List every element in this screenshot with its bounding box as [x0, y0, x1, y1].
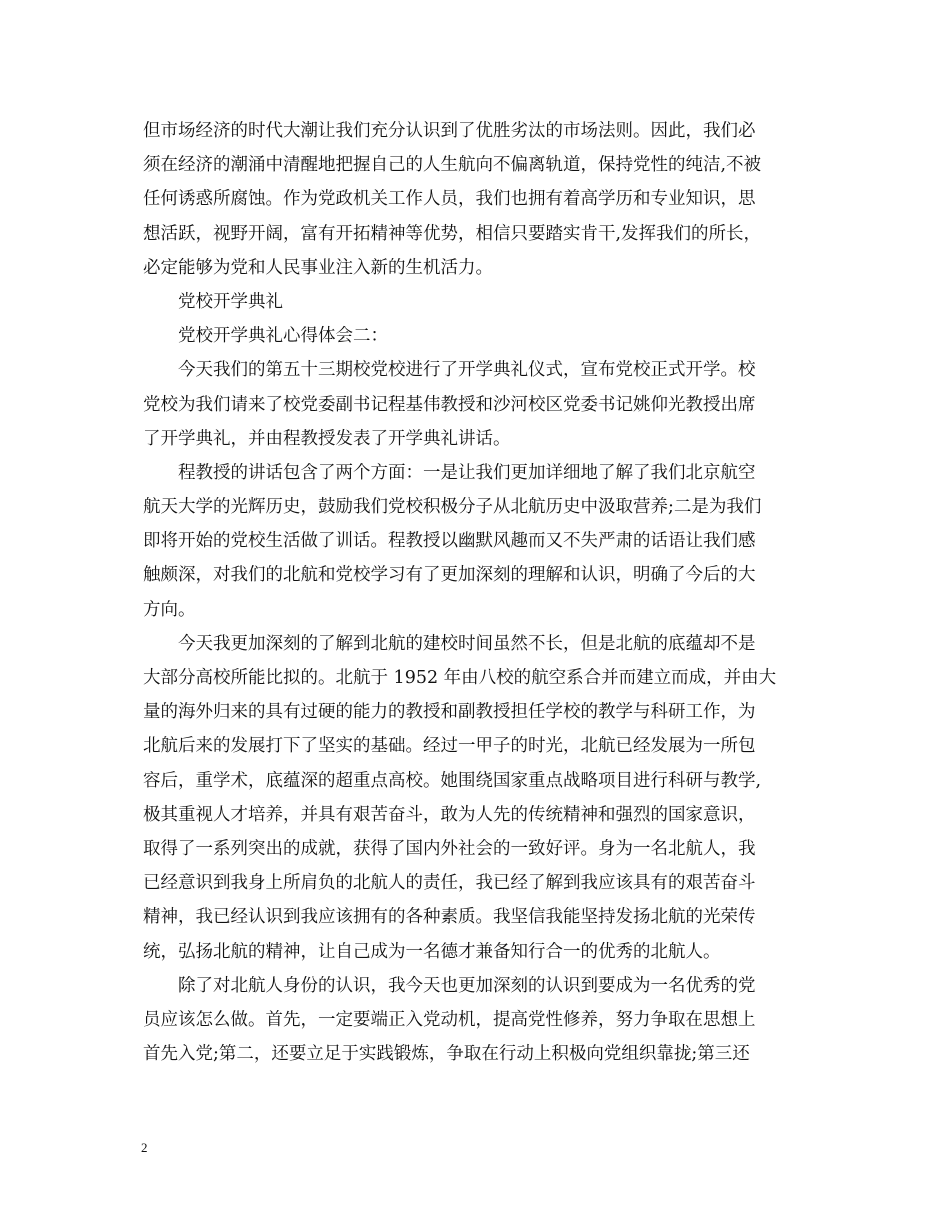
section-heading: 党校开学典礼 — [178, 291, 283, 312]
text-line: 必定能够为党和人民事业注入新的生机活力。 — [143, 257, 493, 278]
text-line: 航天大学的光辉历史，鼓励我们党校积极分子从北航历史中汲取营养;二是为我们 — [143, 497, 762, 518]
text-line: 想活跃，视野开阔，富有开拓精神等优势，相信只要踏实肯干,发挥我们的所长， — [143, 223, 762, 244]
text-line: 即将开始的党校生活做了训话。程教授以幽默风趣而又不失严肃的话语让我们感 — [143, 531, 756, 552]
text-line: 员应该怎么做。首先，一定要端正入党动机，提高党性修养，努力争取在思想上 — [143, 1009, 756, 1030]
subsection-heading: 党校开学典礼心得体会二： — [178, 326, 388, 347]
paragraph-first-line: 除了对北航人身份的认识，我今天也更加深刻的认识到要成为一名优秀的党 — [178, 975, 756, 996]
text-line: 首先入党;第二，还要立足于实践锻炼，争取在行动上积极向党组织靠拢;第三还 — [143, 1044, 750, 1065]
text-line: 已经意识到我身上所肩负的北航人的责任，我已经了解到我应该具有的艰苦奋斗 — [143, 873, 756, 894]
text-line: 触颇深，对我们的北航和党校学习有了更加深刻的理解和认识，明确了今后的大 — [143, 565, 756, 586]
page-number: 2 — [141, 1140, 148, 1155]
document-body — [143, 114, 813, 1071]
paragraph-first-line: 今天我更加深刻的了解到北航的建校时间虽然不长，但是北航的底蕴却不是 — [178, 633, 756, 654]
text-line: 极其重视人才培养，并具有艰苦奋斗，敢为人先的传统精神和强烈的国家意识， — [143, 804, 756, 825]
paragraph-first-line: 程教授的讲话包含了两个方面：一是让我们更加详细地了解了我们北京航空 — [178, 462, 756, 483]
text-line: 取得了一系列突出的成就，获得了国内外社会的一致好评。身为一名北航人，我 — [143, 838, 756, 859]
paragraph-first-line: 今天我们的第五十三期校党校进行了开学典礼仪式，宣布党校正式开学。校 — [178, 360, 756, 381]
text-line: 精神，我已经认识到我应该拥有的各种素质。我坚信我能坚持发扬北航的光荣传 — [143, 907, 756, 928]
text-line: 但市场经济的时代大潮让我们充分认识到了优胜劣汰的市场法则。因此，我们必 — [143, 121, 756, 141]
text-line: 容后，重学术，底蕴深的超重点高校。她围绕国家重点战略项目进行科研与教学, — [143, 770, 762, 791]
text-line: 须在经济的潮涌中清醒地把握自己的人生航向不偏离轨道，保持党性的纯洁,不被 — [143, 155, 762, 176]
text-line: 北航后来的发展打下了坚实的基础。经过一甲子的时光，北航已经发展为一所包 — [143, 736, 756, 757]
text-line: 统，弘扬北航的精神，让自己成为一名德才兼备知行合一的优秀的北航人。 — [143, 941, 721, 962]
text-line: 任何诱惑所腐蚀。作为党政机关工作人员，我们也拥有着高学历和专业知识，思 — [143, 189, 756, 210]
text-line: 党校为我们请来了校党委副书记程基伟教授和沙河校区党委书记姚仰光教授出席 — [143, 394, 756, 415]
text-line: 了开学典礼，并由程教授发表了开学典礼讲话。 — [143, 428, 511, 449]
text-line: 量的海外归来的具有过硬的能力的教授和副教授担任学校的教学与科研工作，为 — [143, 702, 756, 723]
text-line: 方向。 — [143, 599, 196, 620]
text-line: 大部分高校所能比拟的。北航于 1952 年由八校的航空系合并而建立而成，并由大 — [143, 668, 777, 688]
